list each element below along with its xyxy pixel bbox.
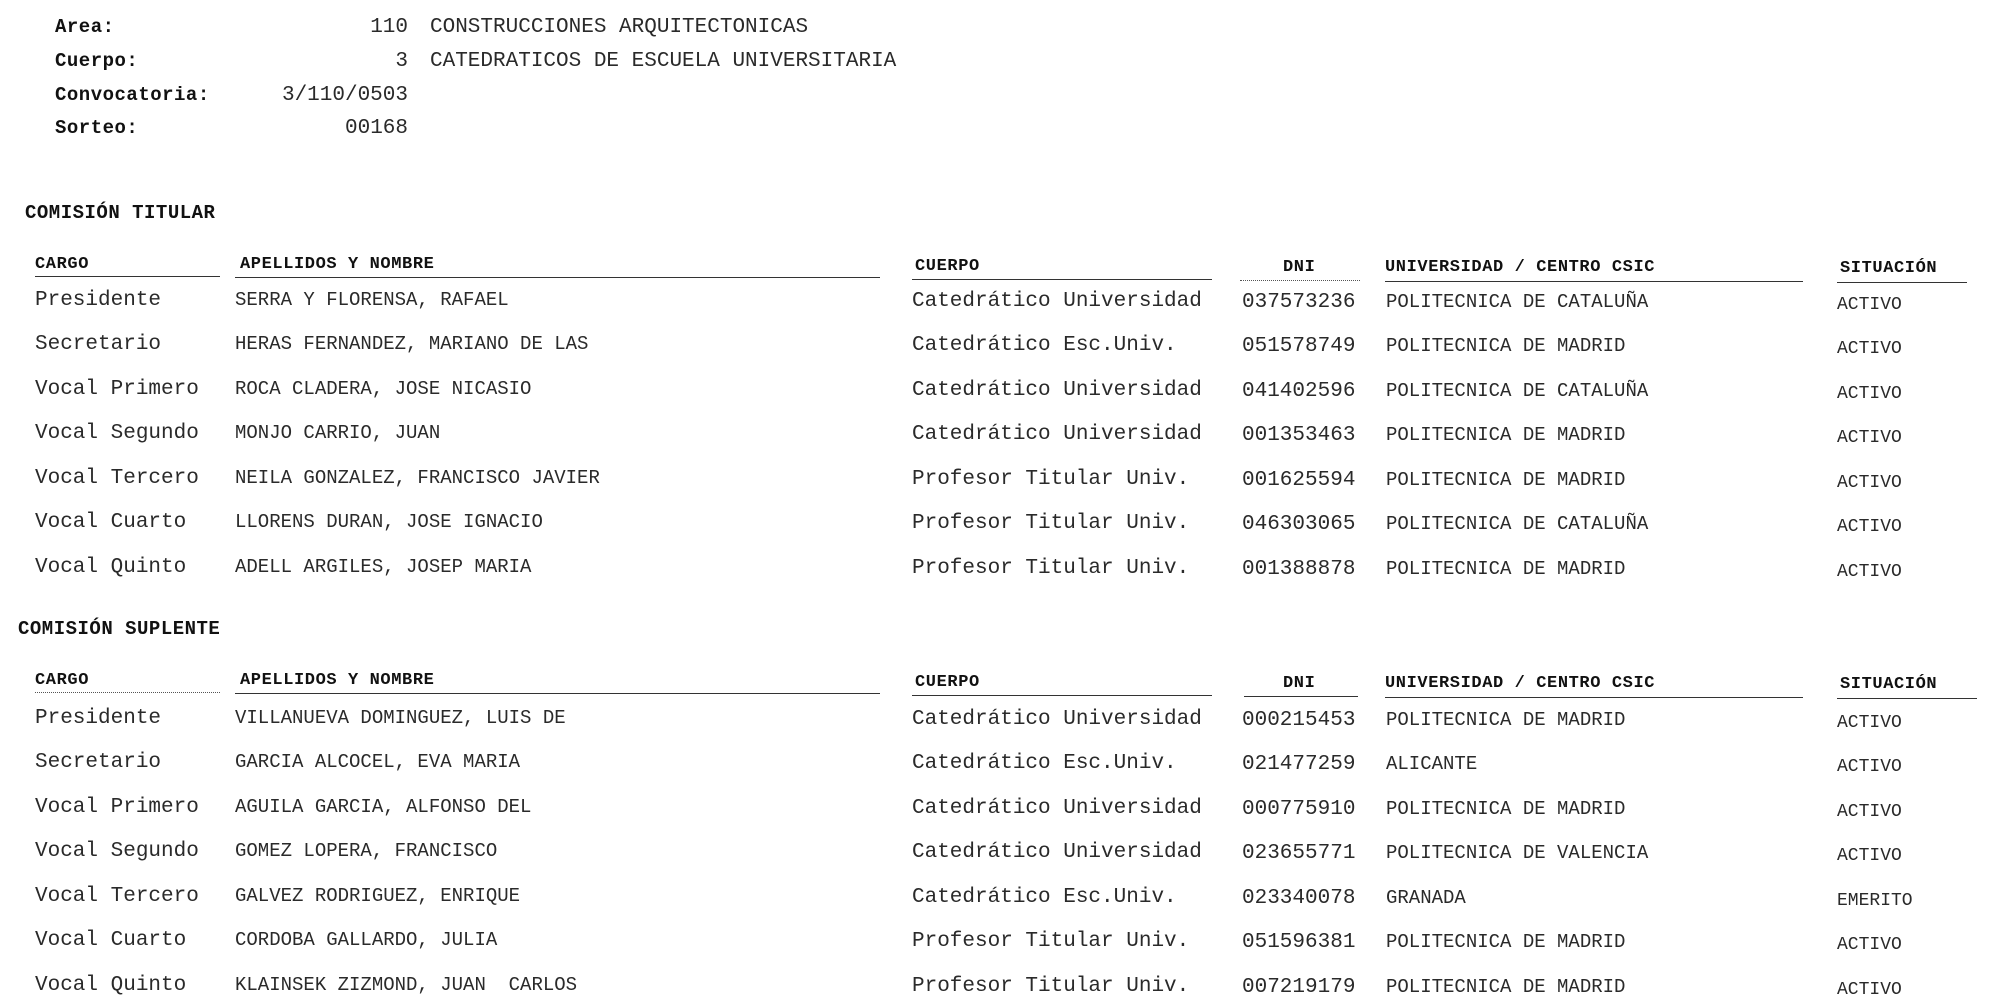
cell-universidad: POLITECNICA DE MADRID — [1386, 558, 1626, 580]
cell-cuerpo: Profesor Titular Univ. — [912, 468, 1190, 491]
column-header-universidad: UNIVERSIDAD / CENTRO CSIC — [1385, 258, 1656, 277]
cell-dni: 051596381 — [1242, 931, 1356, 954]
cell-nombre: AGUILA GARCIA, ALFONSO DEL — [235, 796, 532, 818]
column-underline — [1385, 697, 1803, 698]
cell-situacion: ACTIVO — [1837, 802, 1902, 822]
cell-universidad: POLITECNICA DE CATALUÑA — [1386, 291, 1649, 313]
cell-cuerpo: Catedrático Universidad — [912, 379, 1202, 402]
column-header-cargo: CARGO — [35, 671, 90, 690]
column-underline — [1837, 282, 1967, 283]
column-header-nombre: APELLIDOS Y NOMBRE — [240, 255, 435, 274]
column-header-dni: DNI — [1283, 258, 1316, 277]
cell-dni: 000215453 — [1242, 709, 1356, 732]
column-underline — [235, 277, 880, 278]
cell-cargo: Vocal Tercero — [35, 885, 199, 908]
cell-dni: 007219179 — [1242, 976, 1356, 999]
cell-cuerpo: Profesor Titular Univ. — [912, 557, 1190, 580]
cell-cuerpo: Profesor Titular Univ. — [912, 975, 1190, 998]
column-header-situacion: SITUACIÓN — [1840, 675, 1938, 694]
cell-situacion: EMERITO — [1837, 891, 1913, 911]
column-header-situacion: SITUACIÓN — [1840, 259, 1938, 278]
cell-situacion: ACTIVO — [1837, 428, 1902, 448]
area-description: CONSTRUCCIONES ARQUITECTONICAS — [430, 16, 809, 39]
column-underline — [1244, 696, 1358, 697]
cell-cargo: Vocal Quinto — [35, 974, 187, 997]
cell-nombre: GARCIA ALCOCEL, EVA MARIA — [235, 751, 521, 773]
cell-situacion: ACTIVO — [1837, 562, 1902, 582]
convocatoria-value: 3/110/0503 — [281, 84, 408, 107]
convocatoria-label: Convocatoria: — [55, 84, 210, 106]
column-header-nombre: APELLIDOS Y NOMBRE — [240, 671, 435, 690]
cell-cuerpo: Catedrático Universidad — [912, 290, 1202, 313]
column-underline — [35, 692, 220, 693]
cell-universidad: POLITECNICA DE MADRID — [1386, 976, 1626, 998]
cell-nombre: CORDOBA GALLARDO, JULIA — [235, 929, 498, 951]
cell-cargo: Presidente — [35, 289, 162, 312]
cell-cuerpo: Catedrático Universidad — [912, 797, 1202, 820]
cell-universidad: POLITECNICA DE CATALUÑA — [1386, 513, 1649, 535]
cell-situacion: ACTIVO — [1837, 846, 1902, 866]
cell-nombre: VILLANUEVA DOMINGUEZ, LUIS DE — [235, 707, 566, 729]
cell-universidad: POLITECNICA DE MADRID — [1386, 709, 1626, 731]
cell-situacion: ACTIVO — [1837, 339, 1902, 359]
cell-situacion: ACTIVO — [1837, 935, 1902, 955]
cell-cargo: Vocal Segundo — [35, 422, 199, 445]
cell-cuerpo: Catedrático Esc.Univ. — [912, 752, 1177, 775]
cell-cargo: Vocal Tercero — [35, 467, 199, 490]
section-title: COMISIÓN TITULAR — [25, 202, 216, 224]
cell-cuerpo: Catedrático Esc.Univ. — [912, 886, 1177, 909]
cell-universidad: GRANADA — [1386, 887, 1466, 909]
cell-cargo: Vocal Primero — [35, 796, 199, 819]
cell-dni: 000775910 — [1242, 798, 1356, 821]
column-header-cuerpo: CUERPO — [915, 257, 980, 276]
area-label: Area: — [55, 16, 115, 38]
column-underline — [35, 276, 220, 277]
cell-dni: 001625594 — [1242, 469, 1356, 492]
cuerpo-label: Cuerpo: — [55, 50, 139, 72]
cell-nombre: HERAS FERNANDEZ, MARIANO DE LAS — [235, 333, 589, 355]
cell-dni: 001353463 — [1242, 424, 1356, 447]
cell-dni: 023655771 — [1242, 842, 1356, 865]
cell-nombre: ADELL ARGILES, JOSEP MARIA — [235, 556, 532, 578]
column-header-universidad: UNIVERSIDAD / CENTRO CSIC — [1385, 674, 1656, 693]
cell-nombre: MONJO CARRIO, JUAN — [235, 422, 441, 444]
column-underline — [1385, 281, 1803, 282]
cell-situacion: ACTIVO — [1837, 473, 1902, 493]
cell-dni: 021477259 — [1242, 753, 1356, 776]
cell-universidad: POLITECNICA DE MADRID — [1386, 798, 1626, 820]
cell-nombre: SERRA Y FLORENSA, RAFAEL — [235, 289, 509, 311]
cell-cargo: Vocal Quinto — [35, 556, 187, 579]
cell-cargo: Secretario — [35, 333, 162, 356]
cell-cuerpo: Catedrático Universidad — [912, 708, 1202, 731]
cell-situacion: ACTIVO — [1837, 517, 1902, 537]
cell-cargo: Vocal Primero — [35, 378, 199, 401]
cell-dni: 041402596 — [1242, 380, 1356, 403]
cell-cuerpo: Profesor Titular Univ. — [912, 930, 1190, 953]
cell-cargo: Secretario — [35, 751, 162, 774]
cell-universidad: POLITECNICA DE MADRID — [1386, 424, 1626, 446]
cuerpo-code: 3 — [395, 50, 408, 73]
cell-universidad: POLITECNICA DE MADRID — [1386, 469, 1626, 491]
sorteo-label: Sorteo: — [55, 117, 139, 139]
cell-dni: 051578749 — [1242, 335, 1356, 358]
cell-nombre: NEILA GONZALEZ, FRANCISCO JAVIER — [235, 467, 600, 489]
cell-universidad: POLITECNICA DE MADRID — [1386, 335, 1626, 357]
column-underline — [1240, 280, 1360, 281]
cell-nombre: KLAINSEK ZIZMOND, JUAN CARLOS — [235, 974, 578, 996]
column-header-cargo: CARGO — [35, 255, 90, 274]
cell-nombre: GOMEZ LOPERA, FRANCISCO — [235, 840, 498, 862]
cell-dni: 023340078 — [1242, 887, 1356, 910]
cell-dni: 046303065 — [1242, 513, 1356, 536]
cell-cuerpo: Catedrático Universidad — [912, 423, 1202, 446]
cell-universidad: POLITECNICA DE MADRID — [1386, 931, 1626, 953]
cell-cuerpo: Catedrático Esc.Univ. — [912, 334, 1177, 357]
column-underline — [912, 695, 1212, 696]
cell-nombre: LLORENS DURAN, JOSE IGNACIO — [235, 511, 543, 533]
column-underline — [1837, 698, 1977, 699]
cell-cuerpo: Profesor Titular Univ. — [912, 512, 1190, 535]
column-header-cuerpo: CUERPO — [915, 673, 980, 692]
cell-nombre: GALVEZ RODRIGUEZ, ENRIQUE — [235, 885, 521, 907]
area-code: 110 — [370, 16, 408, 39]
cell-cargo: Vocal Cuarto — [35, 511, 187, 534]
cell-cuerpo: Catedrático Universidad — [912, 841, 1202, 864]
column-underline — [235, 693, 880, 694]
cell-universidad: POLITECNICA DE CATALUÑA — [1386, 380, 1649, 402]
sorteo-value: 00168 — [344, 117, 408, 140]
column-header-dni: DNI — [1283, 674, 1316, 693]
cell-situacion: ACTIVO — [1837, 384, 1902, 404]
cell-cargo: Presidente — [35, 707, 162, 730]
cell-dni: 001388878 — [1242, 558, 1356, 581]
cell-universidad: POLITECNICA DE VALENCIA — [1386, 842, 1649, 864]
column-underline — [912, 279, 1212, 280]
section-title: COMISIÓN SUPLENTE — [18, 618, 221, 640]
cell-cargo: Vocal Cuarto — [35, 929, 187, 952]
cell-dni: 037573236 — [1242, 291, 1356, 314]
cell-situacion: ACTIVO — [1837, 757, 1902, 777]
cell-universidad: ALICANTE — [1386, 753, 1478, 775]
cell-situacion: ACTIVO — [1837, 713, 1902, 733]
cuerpo-description: CATEDRATICOS DE ESCUELA UNIVERSITARIA — [430, 50, 897, 73]
cell-situacion: ACTIVO — [1837, 980, 1902, 1000]
cell-situacion: ACTIVO — [1837, 295, 1902, 315]
cell-cargo: Vocal Segundo — [35, 840, 199, 863]
cell-nombre: ROCA CLADERA, JOSE NICASIO — [235, 378, 532, 400]
